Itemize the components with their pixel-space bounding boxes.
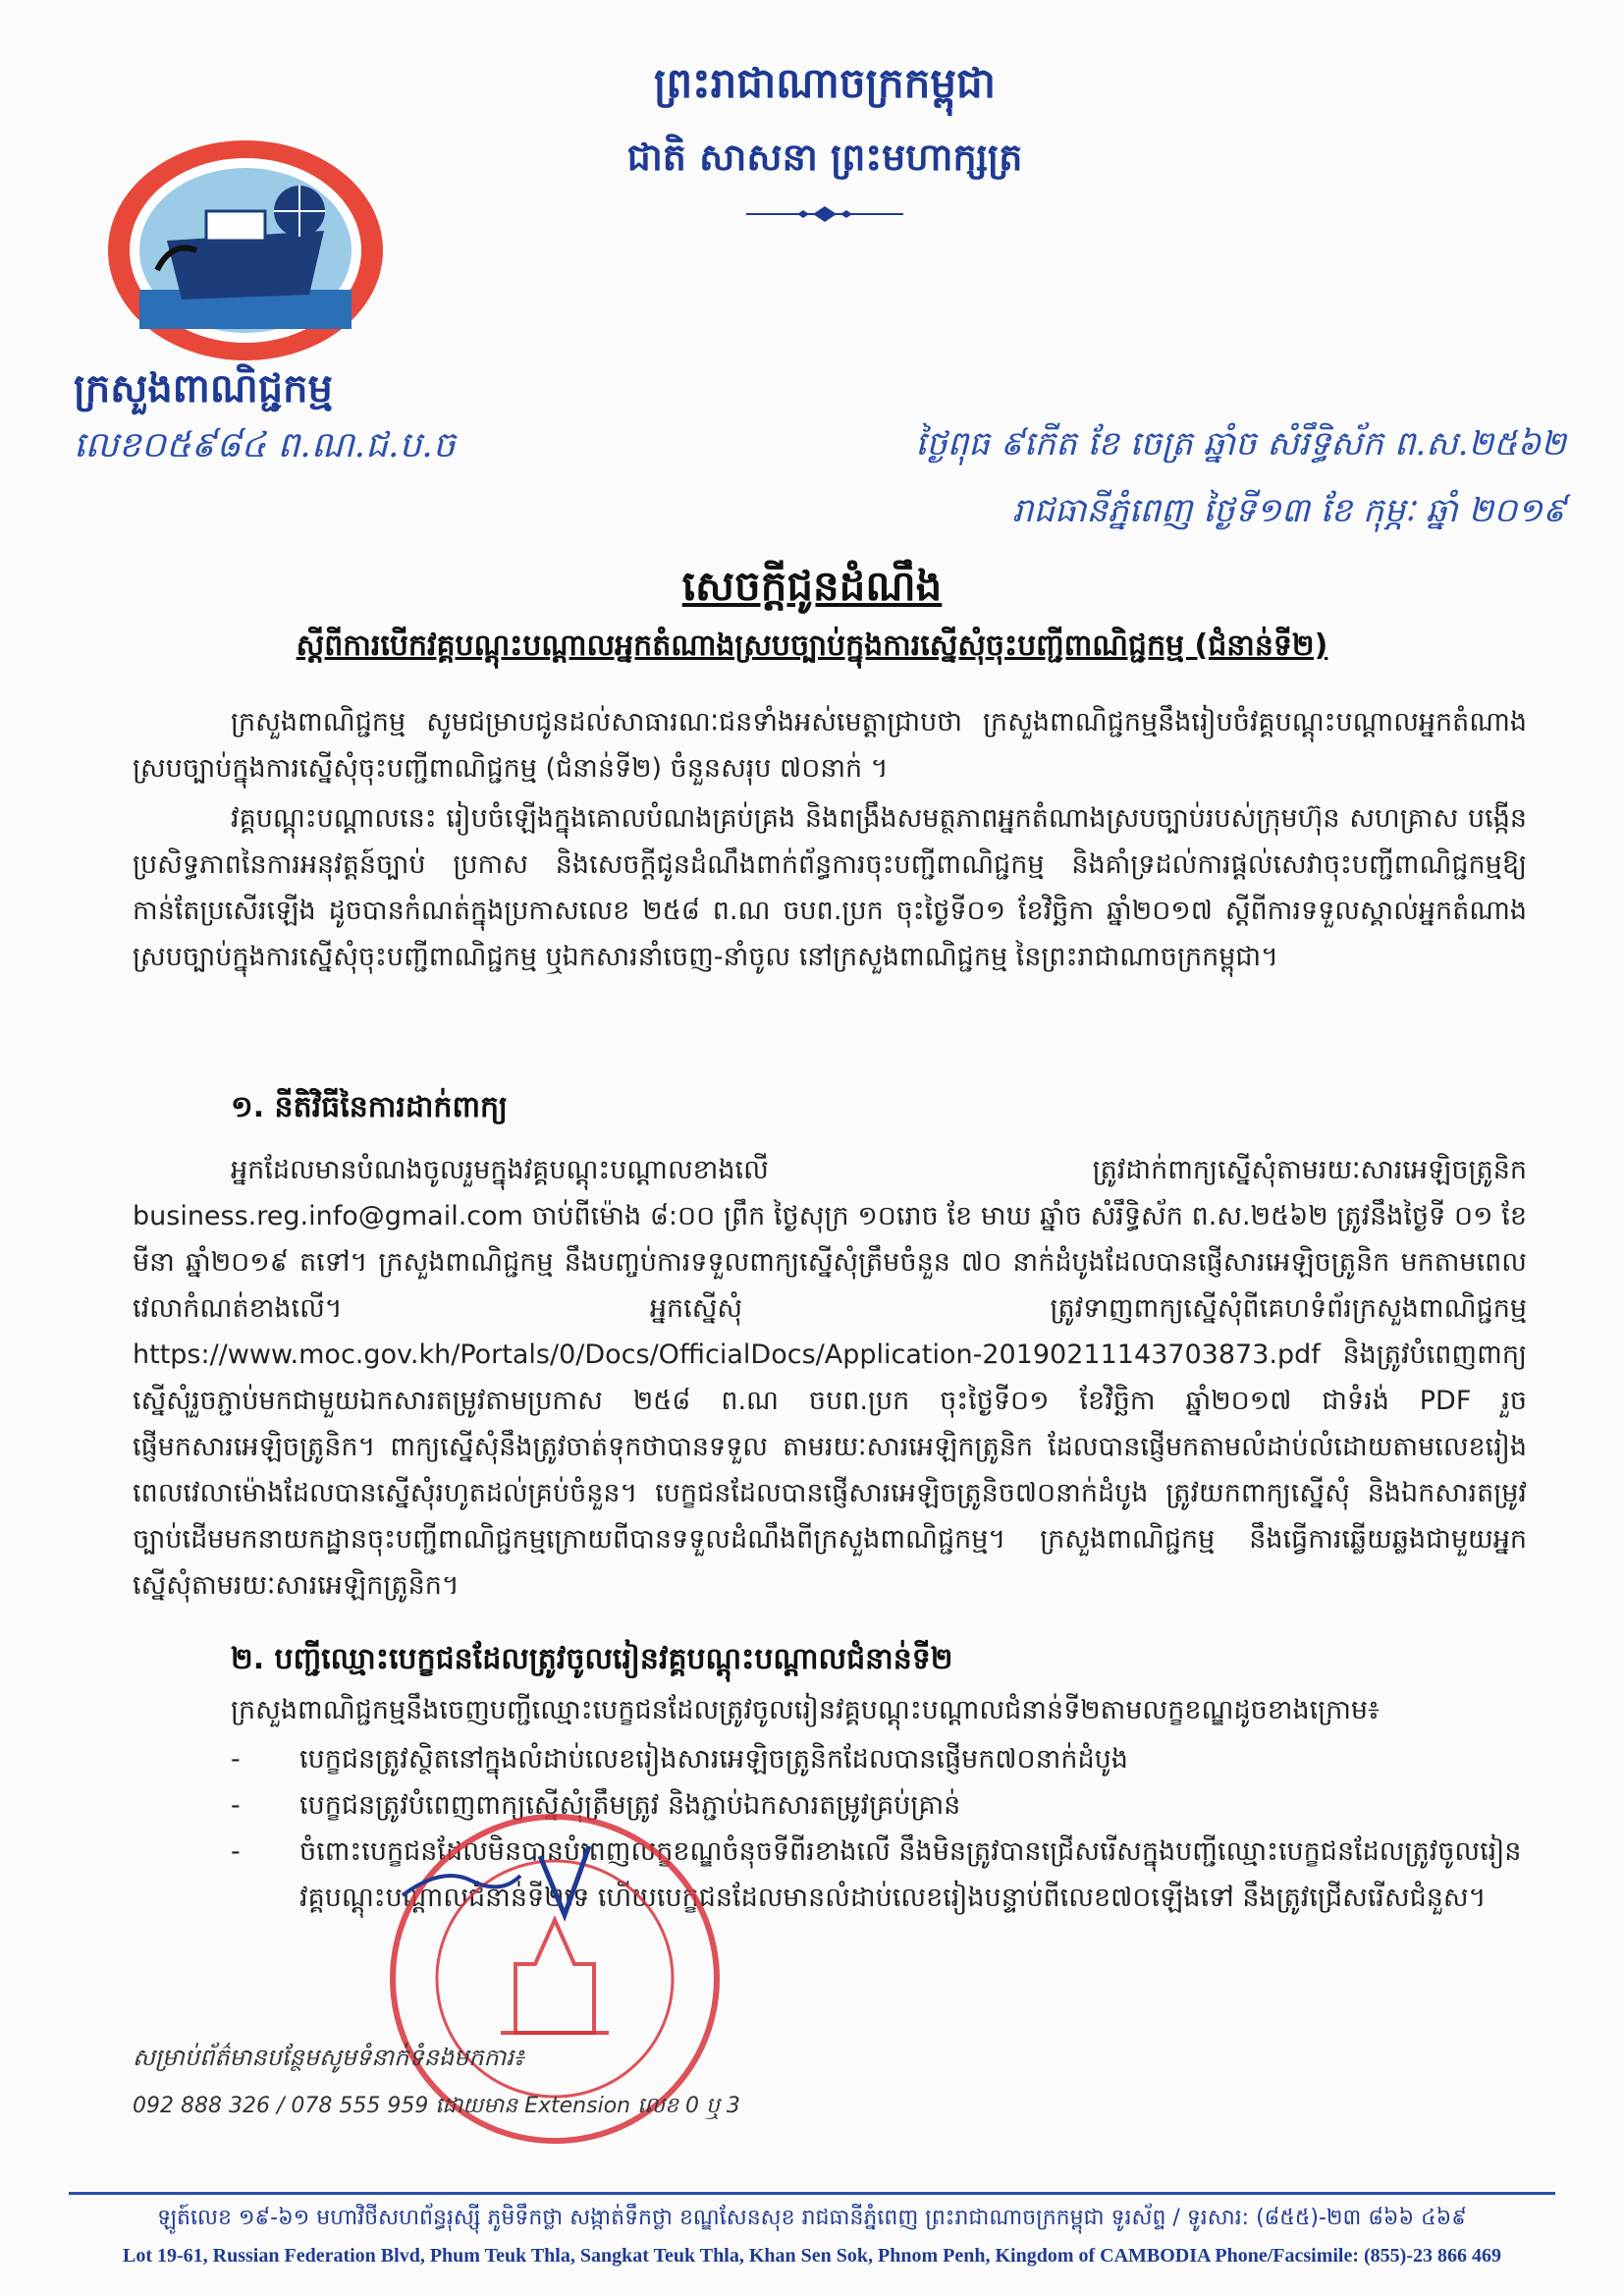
list-item <box>231 1736 1527 1782</box>
footer-divider <box>69 2192 1555 2195</box>
notice-title: សេចក្តីជូនដំណឹង <box>681 562 943 610</box>
paragraph-intro-text: ក្រសួងពាណិជ្ជកម្ម សូមជម្រាបជូនដល់សាធារណៈជនទាំងអស់មេត្តាជ្រាបថា ក្រសួងពាណិជ្ជកម្មនឹងរៀបចំវគ្គបណ្តុះបណ្តាលអ្នកតំណាងស្របច្បាប់ក្នុងការស្នើសុំចុះបញ្ជីពាណិជ្ជកម្ម (ជំនាន់ទី២) ចំនួនសរុប ៧០នាក់ ។ <box>133 707 1527 784</box>
solar-date: រាជធានីភ្នំពេញ ថ្ងៃទី១៣ ខែ កុម្ភៈ ឆ្នាំ ២០១៩ <box>1011 491 1566 530</box>
footer-address-khmer: ឡូត៍លេខ ១៩-៦១ មហាវិថីសហព័ន្ធរុស្ស៊ី ភូមិទឹកថ្លា សង្កាត់ទឹកថ្លា ខណ្ឌសែនសុខ រាជធានីភ្នំពេញ ព្រះរាជាណាចក្រកម្ពុជា ទូរស័ព្ទ / ទូរសារ: (៨៥៥)-២៣ ៨៦៦ ៤៦៩ <box>157 2206 1467 2230</box>
ministry-name: ក្រសួងពាណិជ្ជកម្ម <box>74 366 333 411</box>
contact-phone: 092 888 326 / 078 555 959 ដោយមាន Extension លេខ 0 ឬ 3 <box>133 2094 740 2118</box>
lunar-date: ថ្ងៃពុធ ៩កើត ខែ ចេត្រ ឆ្នាំច សំរឹទ្ធិស័ក ព.ស.២៥៦២ <box>915 424 1566 464</box>
paragraph-purpose-text: វគ្គបណ្តុះបណ្តាលនេះ រៀបចំឡើងក្នុងគោលបំណងគ្រប់គ្រង និងពង្រឹងសមត្ថភាពអ្នកតំណាងស្របច្បាប់របស់ក្រុមហ៊ុន សហគ្រាស បង្កើនប្រសិទ្ធភាពនៃការអនុវត្តន៍ច្បាប់ ប្រកាស និងសេចក្តីជូនដំណឹងពាក់ព័ន្ធការចុះបញ្ជីពាណិជ្ជកម្ម និងគាំទ្រដល់ការផ្តល់សេវាចុះបញ្ជីពាណិជ្ជកម្មឱ្យកាន់តែប្រសើរឡើង ដូចបានកំណត់ក្នុងប្រកាសលេខ ២៥៨ ព.ណ ចបព.ប្រក ចុះថ្ងៃទី០១ ខែវិច្ឆិកា ឆ្នាំ២០១៧ ស្តីពីការទទួលស្គាល់អ្នកតំណាងស្របច្បាប់ក្នុងការស្នើសុំចុះបញ្ជីពាណិជ្ជកម្ម ឬឯកសារនាំចេញ-នាំចូល នៅក្រសួងពាណិជ្ជកម្ម នៃព្រះរាជាណាចក្រកម្ពុជា។ <box>133 803 1527 972</box>
ministry-logo <box>98 133 393 368</box>
list-item-text: ចំពោះបេក្ខជនដែលមិនបានបំពេញលក្ខខណ្ឌចំនុចទីពីរខាងលើ នឹងមិនត្រូវបានជ្រើសរើសក្នុងបញ្ជីឈ្មោះបេក្ខជនដែលត្រូវចូលរៀនវគ្គបណ្តុះបណ្តាលជំនាន់ទី២ទេ ហើយបេក្ខជនដែលមានលំដាប់លេខរៀងបន្ទាប់ពីលេខ៧០ឡើងទៅ នឹងត្រូវជ្រើសរើសជំនួស។ <box>299 1836 1522 1913</box>
footer-address-english: Lot 19-61, Russian Federation Blvd, Phum Teuk Thla, Sangkat Teuk Thla, Khan Sen Sok, Phnom Penh, Kingdom of CAMBODIA Phone/Facsimile: (855)-23 866 469 <box>123 2245 1501 2267</box>
bullet-mark: - <box>231 1836 241 1867</box>
notice-subtitle: ស្តីពីការបើកវគ្គបណ្តុះបណ្តាលអ្នកតំណាងស្របច្បាប់ក្នុងការស្នើសុំចុះបញ្ជីពាណិជ្ជកម្ម (ជំនាន់ទី២) <box>296 629 1328 663</box>
paragraph-conditions-text: ក្រសួងពាណិជ្ជកម្មនឹងចេញបញ្ជីឈ្មោះបេក្ខជនដែលត្រូវចូលរៀនវគ្គបណ្តុះបណ្តាលជំនាន់ទី២តាមលក្ខខណ្ឌដូចខាងក្រោម៖ <box>231 1695 1380 1725</box>
kingdom-heading: ព្រះរាជាណាចក្រកម្ពុជា <box>653 59 997 107</box>
paragraph-purpose <box>133 795 1527 980</box>
bullet-mark: - <box>231 1744 241 1775</box>
paragraph-procedure <box>133 1147 1527 1609</box>
bullet-mark: - <box>231 1790 241 1821</box>
motto-heading: ជាតិ សាសនា ព្រះមហាក្សត្រ <box>626 136 1023 179</box>
contact-info-label: សម្រាប់ព័ត៌មានបន្ថែមសូមទំនាក់ទំនងមកការ៖ <box>133 2044 524 2071</box>
section-heading-procedure: ១. នីតិវិធីនៃការដាក់ពាក្យ <box>231 1090 508 1124</box>
paragraph-intro <box>133 699 1527 792</box>
header-ornament <box>746 204 903 224</box>
reference-number: លេខ០៥៩៨៤ ព.ណ.ជ.ប.ច <box>74 425 456 465</box>
section-heading-candidates: ២. បញ្ជីឈ្មោះបេក្ខជនដែលត្រូវចូលរៀនវគ្គបណ្តុះបណ្តាលជំនាន់ទី២ <box>231 1642 953 1676</box>
list-item-text: បេក្ខជនត្រូវបំពេញពាក្យស្នើសុំត្រឹមត្រូវ និងភ្ជាប់ឯកសារតម្រូវគ្រប់គ្រាន់ <box>299 1790 961 1821</box>
paragraph-conditions <box>133 1687 1527 1733</box>
paragraph-procedure-text: អ្នកដែលមានបំណងចូលរួមក្នុងវគ្គបណ្តុះបណ្តាលខាងលើ ត្រូវដាក់ពាក្យស្នើសុំតាមរយៈសារអេឡិចត្រូនិក business.reg.info@gmail.com ចាប់ពីម៉ោង ៨:០០ ព្រឹក ថ្ងៃសុក្រ ១០រោច ខែ មាឃ ឆ្នាំច សំរឹទ្ធិស័ក ព.ស.២៥៦២ ត្រូវនឹងថ្ងៃទី ០១ ខែមីនា ឆ្នាំ២០១៩ តទៅ។ ក្រសួងពាណិជ្ជកម្ម នឹងបញ្ចប់ការទទួលពាក្យស្នើសុំត្រឹមចំនួន ៧០ នាក់ដំបូងដែលបានផ្ញើសារអេឡិចត្រូនិក មកតាមពេលវេលាកំណត់ខាងលើ។ អ្នកស្នើសុំ ត្រូវទាញពាក្យស្នើសុំពីគេហទំព័រក្រសួងពាណិជ្ជកម្ម https://www.moc.gov.kh/Portals/0/Docs/OfficialDocs/Application-20190211143703873.pdf និងត្រូវបំពេញពាក្យស្នើសុំរួចភ្ជាប់មកជាមួយឯកសារតម្រូវតាមប្រកាស ២៥៨ ព.ណ ចបព.ប្រក ចុះថ្ងៃទី០១ ខែវិច្ឆិកា ឆ្នាំ២០១៧ ជាទំរង់ PDF រួចផ្ញើមកសារអេឡិចត្រូនិក។ ពាក្យស្នើសុំនឹងត្រូវចាត់ទុកថាបានទទួល តាមរយៈសារអេឡិកត្រូនិក ដែលបានផ្ញើមកតាមលំដាប់លំដោយតាមលេខរៀងពេលវេលាម៉ោងដែលបានស្នើសុំរហូតដល់គ្រប់ចំនួន។ បេក្ខជនដែលបានផ្ញើសារអេឡិចត្រូនិច៧០នាក់ដំបូង ត្រូវយកពាក្យស្នើសុំ និងឯកសារតម្រូវច្បាប់ដើមមកនាយកដ្ឋានចុះបញ្ជីពាណិជ្ជកម្មក្រោយពីបានទទួលដំណឹងពីក្រសួងពាណិជ្ជកម្ម។ ក្រសួងពាណិជ្ជកម្ម នឹងធ្វើការឆ្លើយឆ្លងជាមួយអ្នកស្នើសុំតាមរយៈសារអេឡិកត្រូនិក។ <box>133 1155 1527 1601</box>
list-item-text: បេក្ខជនត្រូវស្ថិតនៅក្នុងលំដាប់លេខរៀងសារអេឡិចត្រូនិកដែលបានផ្ញើមក៧០នាក់ដំបូង <box>299 1744 1128 1775</box>
